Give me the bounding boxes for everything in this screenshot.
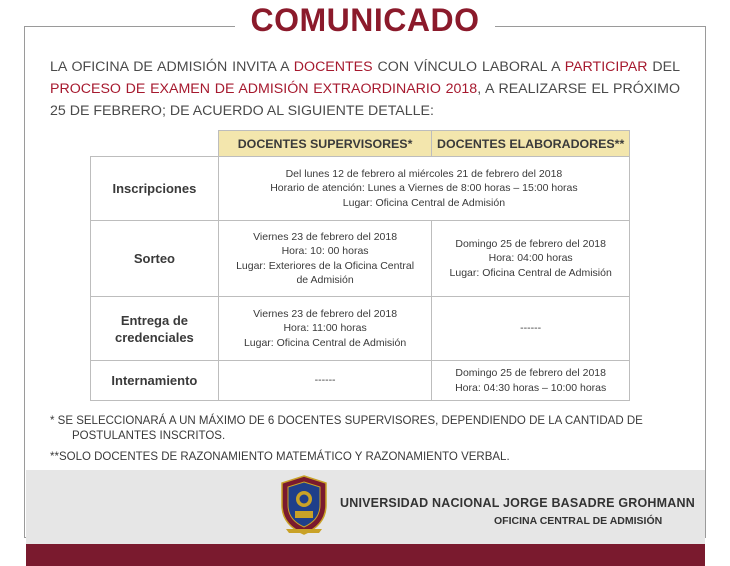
intro-highlight-process: PROCESO DE EXAMEN DE ADMISIÓN EXTRAORDINARIO 2018 — [50, 81, 478, 97]
row-label-line: credenciales — [115, 329, 194, 345]
internamiento-supervisores — [218, 361, 432, 401]
inscripciones-line: Lugar: Oficina Central de Admisión — [342, 196, 506, 209]
schedule-table — [90, 130, 630, 401]
row-label-internamiento: Internamiento — [91, 361, 219, 401]
intro-highlight-docentes: DOCENTES — [293, 59, 373, 75]
row-label-inscripciones: Inscripciones — [91, 157, 219, 221]
inscripciones-detail — [218, 157, 629, 221]
cell-line: Lugar: Exteriores de la Oficina Central — [236, 259, 415, 272]
intro-highlight-participar: PARTICIPAR — [564, 59, 648, 75]
cell-line: ------ — [520, 322, 542, 335]
table-row — [91, 297, 630, 361]
intro-text-3: DEL — [647, 59, 680, 75]
cell-line: Hora: 11:00 horas — [283, 322, 367, 335]
row-label-line: Entrega de — [120, 312, 188, 328]
header-blank-cell — [91, 131, 219, 157]
table-row — [91, 361, 630, 401]
page-title: COMUNICADO — [235, 2, 496, 39]
header-elaboradores: DOCENTES ELABORADORES** — [432, 131, 630, 157]
sorteo-supervisores — [218, 221, 432, 297]
cell-line: Lugar: Oficina Central de Admisión — [243, 336, 407, 349]
cell-line: Viernes 23 de febrero del 2018 — [253, 307, 398, 320]
cell-line: Hora: 10: 00 horas — [281, 245, 369, 257]
credenciales-supervisores — [218, 297, 432, 361]
cell-line: Lugar: Oficina Central de Admisión — [449, 266, 612, 279]
cell-line: Domingo 25 de febrero del 2018 — [455, 237, 606, 250]
internamiento-elaboradores — [432, 361, 630, 401]
inscripciones-line: Del lunes 12 de febrero al miércoles 21 de febrero del 2018 — [285, 167, 563, 180]
table-header-row — [91, 131, 630, 157]
table-row — [91, 157, 630, 221]
university-name: UNIVERSIDAD NACIONAL JORGE BASADRE GROHMANN — [340, 496, 695, 510]
cell-line: ------ — [314, 374, 336, 387]
credenciales-elaboradores — [432, 297, 630, 361]
intro-paragraph — [50, 56, 680, 122]
table-row — [91, 221, 630, 297]
intro-text-1: LA OFICINA DE ADMISIÓN INVITA A — [50, 59, 294, 75]
inscripciones-line: Horario de atención: Lunes a Viernes de 8:00 horas – 15:00 horas — [270, 182, 578, 195]
cell-line: Domingo 25 de febrero del 2018 — [455, 367, 606, 379]
row-label-credenciales — [91, 297, 219, 361]
university-crest-icon — [280, 475, 328, 535]
intro-text-4: , A REALIZARSE EL PRÓXIMO 25 DE FEBRERO; DE ACUERDO AL SIGUIENTE DETALLE: — [50, 81, 680, 119]
intro-text-2: CON VÍNCULO LABORAL A — [372, 59, 565, 75]
cell-line: Hora: 04:30 horas – 10:00 horas — [455, 381, 607, 394]
cell-line: Hora: 04:00 horas — [488, 252, 573, 265]
title-wrap — [0, 2, 730, 39]
sorteo-elaboradores — [432, 221, 630, 297]
notes-section — [50, 414, 690, 465]
row-label-sorteo: Sorteo — [91, 221, 219, 297]
bottom-bar — [26, 544, 705, 566]
cell-line: Viernes 23 de febrero del 2018 — [253, 230, 398, 243]
note-supervisors: * SE SELECCIONARÁ A UN MÁXIMO DE 6 DOCENTES SUPERVISORES, DEPENDIENDO DE LA CANTIDAD DE POSTULANTES INSCRITOS. — [50, 415, 643, 442]
office-name: OFICINA CENTRAL DE ADMISIÓN — [494, 515, 663, 527]
cell-line: de Admisión — [296, 274, 354, 286]
note-elaborators: **SOLO DOCENTES DE RAZONAMIENTO MATEMÁTICO Y RAZONAMIENTO VERBAL. — [50, 451, 510, 463]
header-supervisores: DOCENTES SUPERVISORES* — [218, 131, 432, 157]
